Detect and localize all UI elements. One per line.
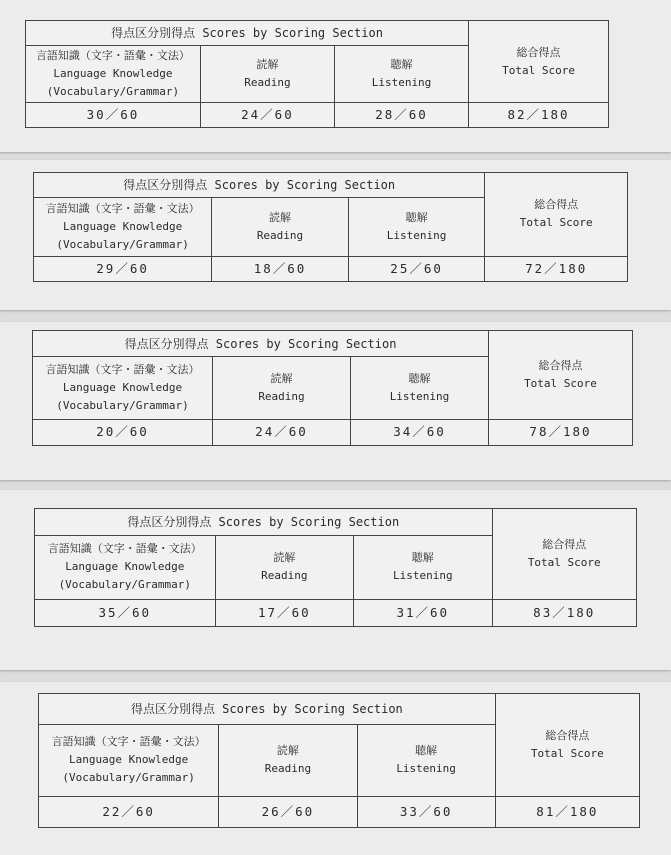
- language-knowledge-header: 言語知識（文字・語彙・文法） Language Knowledge (Vocabulary/Grammar): [34, 198, 212, 257]
- language-knowledge-header: 言語知識（文字・語彙・文法） Language Knowledge (Vocabulary/Grammar): [26, 45, 201, 103]
- language-knowledge-header: 言語知識（文字・語彙・文法） Language Knowledge (Vocabulary/Grammar): [33, 357, 213, 419]
- listening-score: 28／60: [334, 103, 468, 128]
- reading-score: 26／60: [219, 797, 357, 828]
- section-title: 得点区分別得点 Scores by Scoring Section: [39, 694, 496, 725]
- section-title: 得点区分別得点 Scores by Scoring Section: [33, 331, 489, 357]
- score-table: [32, 330, 633, 446]
- score-card: [25, 20, 609, 128]
- listening-header: 聴解 Listening: [354, 536, 492, 600]
- score-card: [34, 508, 637, 627]
- reading-header: 読解 Reading: [219, 724, 357, 796]
- listening-score: 31／60: [354, 599, 492, 626]
- reading-score: 24／60: [213, 419, 351, 445]
- language-knowledge-score: 22／60: [39, 797, 219, 828]
- language-knowledge-score: 20／60: [33, 419, 213, 445]
- score-card: [38, 693, 640, 828]
- total-header: 総合得点 Total Score: [469, 21, 609, 103]
- reading-score: 24／60: [200, 103, 334, 128]
- total-score: 78／180: [489, 419, 633, 445]
- language-knowledge-header: 言語知識（文字・語彙・文法） Language Knowledge (Vocabulary/Grammar): [35, 536, 216, 600]
- total-score: 72／180: [485, 256, 628, 281]
- section-title: 得点区分別得点 Scores by Scoring Section: [34, 173, 485, 198]
- listening-header: 聴解 Listening: [357, 724, 495, 796]
- reading-header: 読解 Reading: [200, 45, 334, 103]
- section-title: 得点区分別得点 Scores by Scoring Section: [26, 21, 469, 46]
- language-knowledge-score: 29／60: [34, 256, 212, 281]
- reading-header: 読解 Reading: [212, 198, 349, 257]
- score-card: [33, 172, 628, 282]
- listening-header: 聴解 Listening: [351, 357, 489, 419]
- total-score: 81／180: [495, 797, 639, 828]
- score-table: [25, 20, 609, 128]
- reading-header: 読解 Reading: [215, 536, 353, 600]
- score-table: [38, 693, 640, 828]
- score-card: [32, 330, 633, 446]
- language-knowledge-score: 35／60: [35, 599, 216, 626]
- total-header: 総合得点 Total Score: [495, 694, 639, 797]
- section-title: 得点区分別得点 Scores by Scoring Section: [35, 509, 493, 536]
- reading-header: 読解 Reading: [213, 357, 351, 419]
- listening-score: 25／60: [348, 256, 485, 281]
- score-table: [34, 508, 637, 627]
- total-score: 82／180: [469, 103, 609, 128]
- score-table: [33, 172, 628, 282]
- total-score: 83／180: [492, 599, 637, 626]
- total-header: 総合得点 Total Score: [489, 331, 633, 420]
- listening-score: 33／60: [357, 797, 495, 828]
- total-header: 総合得点 Total Score: [492, 509, 637, 600]
- reading-score: 18／60: [212, 256, 349, 281]
- listening-score: 34／60: [351, 419, 489, 445]
- language-knowledge-score: 30／60: [26, 103, 201, 128]
- listening-header: 聴解 Listening: [334, 45, 468, 103]
- total-header: 総合得点 Total Score: [485, 173, 628, 257]
- language-knowledge-header: 言語知識（文字・語彙・文法） Language Knowledge (Vocabulary/Grammar): [39, 724, 219, 796]
- listening-header: 聴解 Listening: [348, 198, 485, 257]
- reading-score: 17／60: [215, 599, 353, 626]
